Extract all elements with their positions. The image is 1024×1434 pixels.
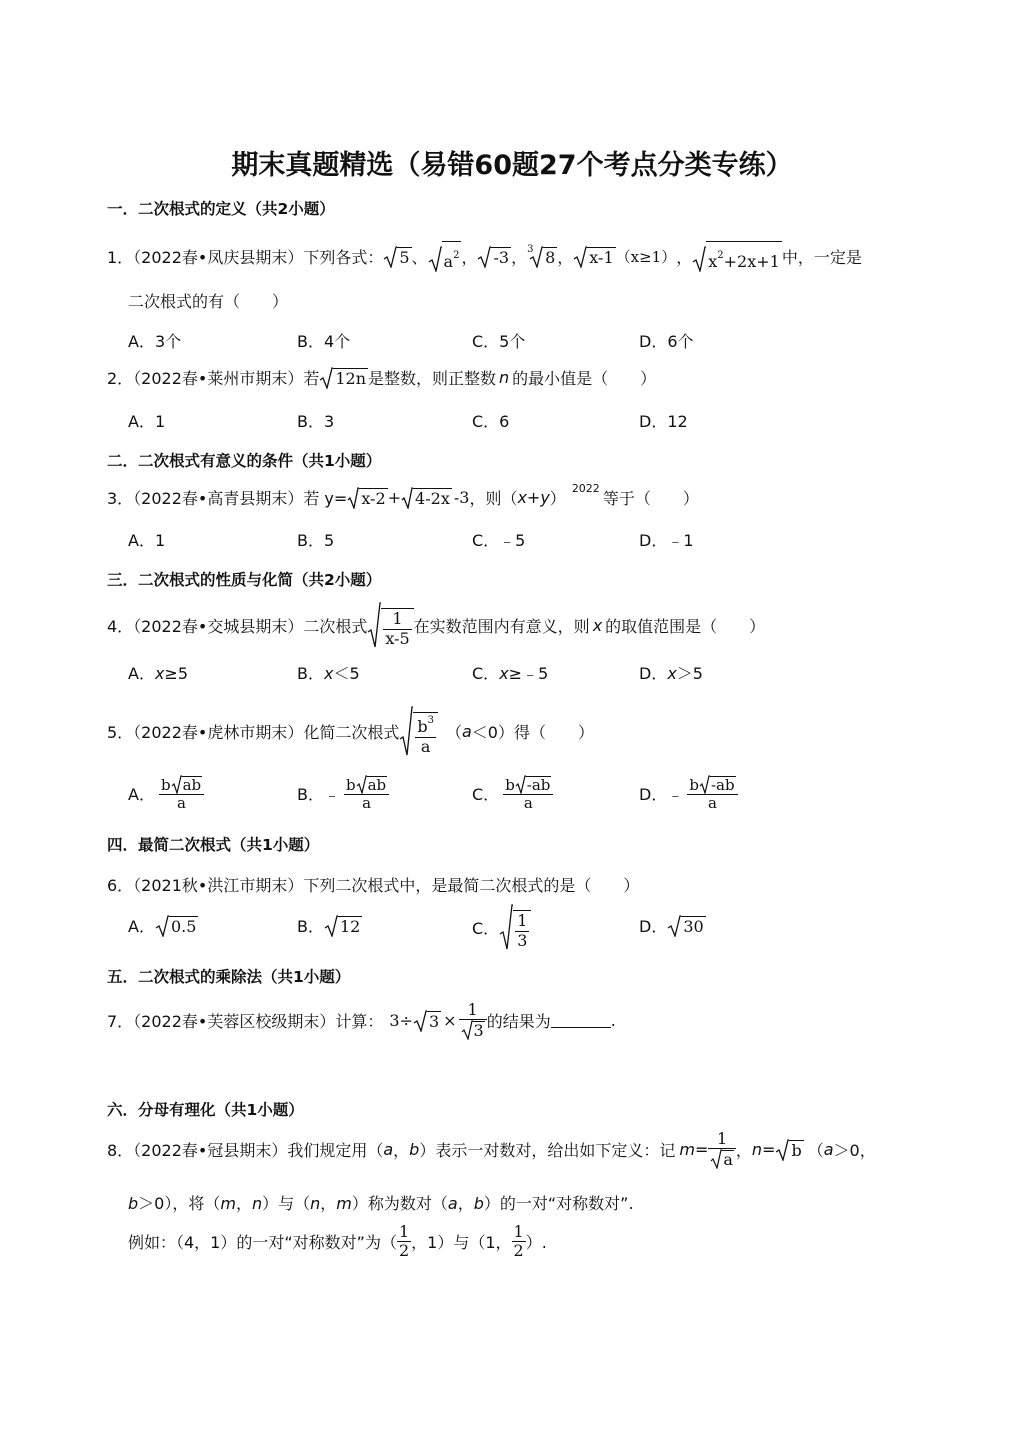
q6-option-d[interactable]: D． 30 (639, 916, 704, 936)
q5-prefix: 5．（2022春•虎林市期末）化简二次根式 (107, 722, 400, 742)
radical-sign-icon (401, 487, 413, 509)
radical-sign-icon (699, 775, 710, 794)
q3-prefix: 3．（2022春•高青县期末）若 y= (107, 489, 348, 508)
section-heading-3: 三．二次根式的性质与化简（共2小题） (107, 571, 382, 589)
sqrt-quadratic: $x^2+2x+1$ (692, 241, 782, 272)
sqrt-4-minus-2x: 4-2x (401, 487, 452, 509)
question-3 (107, 482, 699, 509)
sqrt-x-minus-2: x-2 (347, 487, 387, 509)
q3-close: ） (549, 489, 566, 508)
sqrt-3: 3 (413, 1010, 441, 1032)
question-5 (107, 706, 594, 756)
sqrt-5: 5 (383, 246, 411, 268)
radical-sign-icon (347, 487, 359, 509)
radical-sign-icon (155, 915, 169, 937)
q5-option-b[interactable]: B． ﹣ b ab a (297, 775, 389, 812)
q1-sep3: ， (511, 248, 528, 267)
q3-minus3: -3 (453, 488, 470, 507)
q1-option-b[interactable]: B．4个 (297, 332, 351, 351)
q4-var-x: x (592, 615, 603, 635)
q1-option-d[interactable]: D．6个 (639, 332, 694, 351)
frac-1-over-sqrt-a: $\frac{1}{a}$ (708, 1130, 736, 1169)
frac-one-half: $\frac{1}{2}$ (513, 1222, 524, 1261)
q6-option-c[interactable]: C． $\frac{1}{3}$ (472, 904, 531, 950)
q1-sep2: ， (461, 248, 478, 267)
q5-option-c[interactable]: C． b -ab a (472, 775, 553, 812)
q4-option-c[interactable]: C．x≥﹣5 (472, 664, 549, 683)
sqrt-neg3: -3 (477, 246, 511, 268)
radical-sign-icon (692, 246, 706, 272)
question-2 (107, 366, 656, 389)
q4-option-a[interactable]: A．x≥5 (128, 664, 189, 683)
q5-var-a: a (461, 721, 472, 741)
q8-line2: b＞0），将（m，n）与（n，m）称为数对（a，b）的一对“对称数对”. (128, 1194, 634, 1213)
radical-sign-icon (515, 775, 526, 794)
sqrt-x-minus-1: x-1 (573, 246, 615, 268)
question-8: 8．（2022春•冠县期末）我们规定用（ a ， b ）表示一对数对，给出如下定义：记 m = $\frac{1}{a}$ ， n = b （ a ＞0， (107, 1129, 876, 1169)
q3-then: ，则（ (469, 489, 518, 508)
radical-sign-icon (499, 904, 513, 950)
q7-suffix: 的结果为 (486, 1012, 551, 1032)
q2-option-c[interactable]: C．6 (472, 412, 510, 431)
radical-sign-icon (775, 1139, 789, 1161)
q3-var-y: y (540, 488, 550, 507)
section-heading-4: 四．最简二次根式（共1小题） (107, 836, 320, 854)
radical-sign-icon (413, 1010, 427, 1032)
question-1 (107, 241, 862, 272)
q3-option-b[interactable]: B．5 (297, 531, 335, 550)
q3-var-x: x (517, 488, 527, 507)
q2-option-b[interactable]: B．3 (297, 412, 335, 431)
radical-sign-icon (477, 246, 491, 268)
radical-sign-icon (367, 602, 381, 648)
section-heading-6: 六．分母有理化（共1小题） (107, 1101, 304, 1119)
q1-suffix: 中，一定是 (781, 248, 862, 267)
q3-option-d[interactable]: D．﹣1 (639, 531, 694, 550)
radical-sign-icon (383, 246, 397, 268)
q2-mid: 是整数，则正整数 (368, 369, 497, 388)
q3-plus: + (387, 488, 402, 507)
sqrt-12n: 12n (319, 367, 368, 389)
q4-option-d[interactable]: D．x＞5 (639, 664, 703, 683)
sqrt-b: b (775, 1139, 803, 1161)
q6-option-b[interactable]: B． 12 (297, 916, 361, 936)
q2-option-a[interactable]: A．1 (128, 412, 166, 431)
q5-option-d[interactable]: D． ﹣ b -ab a (639, 775, 738, 812)
q3-plus2: + (526, 488, 541, 507)
section-heading-5: 五．二次根式的乘除法（共1小题） (107, 968, 351, 986)
q4-suffix: 的取值范围是（ ） (605, 616, 766, 636)
q1-line2: 二次根式的有（ ） (128, 292, 289, 311)
radical-sign-icon (171, 775, 182, 794)
cube-root-8: 3 8 (527, 243, 556, 267)
section-heading-1: 一．二次根式的定义（共2小题） (107, 200, 335, 218)
question-7 (107, 1001, 616, 1040)
q4-prefix: 4．（2022春•交城县期末）二次根式 (107, 616, 368, 636)
question-6: 6．（2021秋•洪江市期末）下列二次根式中，是最简二次根式的是（ ） (107, 876, 640, 895)
section-heading-2: 二．二次根式有意义的条件（共1小题） (107, 452, 382, 470)
q3-exponent: 2022 (571, 482, 600, 495)
sqrt-frac-1-over-x-minus-5: $\frac{1}{x-5}$ (367, 602, 413, 648)
radical-sign-icon (573, 246, 587, 268)
q2-suffix: 的最小值是（ ） (512, 369, 657, 388)
q5-cond-rest: ＜0）得（ ） (471, 722, 594, 742)
q7-times: × (443, 1011, 457, 1031)
radical-sign-icon (667, 915, 681, 937)
radical-sign-icon (428, 246, 442, 272)
q3-option-c[interactable]: C．﹣5 (472, 531, 526, 550)
q5-cond-open: （ (445, 722, 462, 742)
q1-sep1: 、 (411, 248, 428, 267)
q2-prefix: 2．（2022春•莱州市期末）若 (107, 369, 320, 388)
q2-option-d[interactable]: D．12 (639, 412, 688, 431)
q7-end: . (610, 1011, 616, 1031)
q6-option-a[interactable]: A． 0.5 (128, 916, 197, 936)
answer-blank[interactable] (551, 1013, 611, 1028)
q3-option-a[interactable]: A．1 (128, 531, 166, 550)
q1-sep4: ， (557, 248, 574, 267)
frac-1-over-sqrt3: $\frac{1}{3}$ (459, 1001, 487, 1040)
q1-condition: （x≥1） (615, 248, 677, 266)
sqrt-a-squared: $a^2$ (428, 241, 462, 272)
q1-prefix: 1．（2022春•凤庆县期末）下列各式： (107, 248, 384, 267)
frac-one-half: $\frac{1}{2}$ (398, 1222, 410, 1261)
q3-suffix: 等于（ ） (602, 489, 699, 508)
q8-example: 例如：（4，1）的一对“对称数对”为（ $\frac{1}{2}$ ，1）与（1， $\frac{1}{2}$ ）. (128, 1222, 547, 1261)
radical-sign-icon (399, 706, 413, 756)
question-4 (107, 602, 765, 648)
page-title: 期末真题精选（易错60题27个考点分类专练） (231, 150, 793, 181)
q5-option-a[interactable]: A． b ab a (128, 775, 204, 812)
sqrt-frac-b3-over-a: $\frac{b^3}{a}$ (399, 706, 438, 756)
q1-sep5: ， (676, 248, 693, 267)
radical-sign-icon (356, 775, 367, 794)
q7-prefix: 7．（2022春•芙蓉区校级期末）计算： (107, 1012, 384, 1032)
q4-option-b[interactable]: B．x＜5 (297, 664, 360, 683)
q4-mid: 在实数范围内有意义，则 (413, 616, 590, 636)
radical-sign-icon (710, 1149, 722, 1169)
q1-option-c[interactable]: C．5个 (472, 332, 526, 351)
q1-option-a[interactable]: A．3个 (128, 332, 182, 351)
q7-expr-3-div: 3÷ (389, 1011, 413, 1031)
q2-var-n: n (499, 368, 510, 387)
radical-sign-icon (324, 915, 338, 937)
radical-sign-icon (461, 1020, 473, 1040)
radical-sign-icon (319, 367, 333, 389)
